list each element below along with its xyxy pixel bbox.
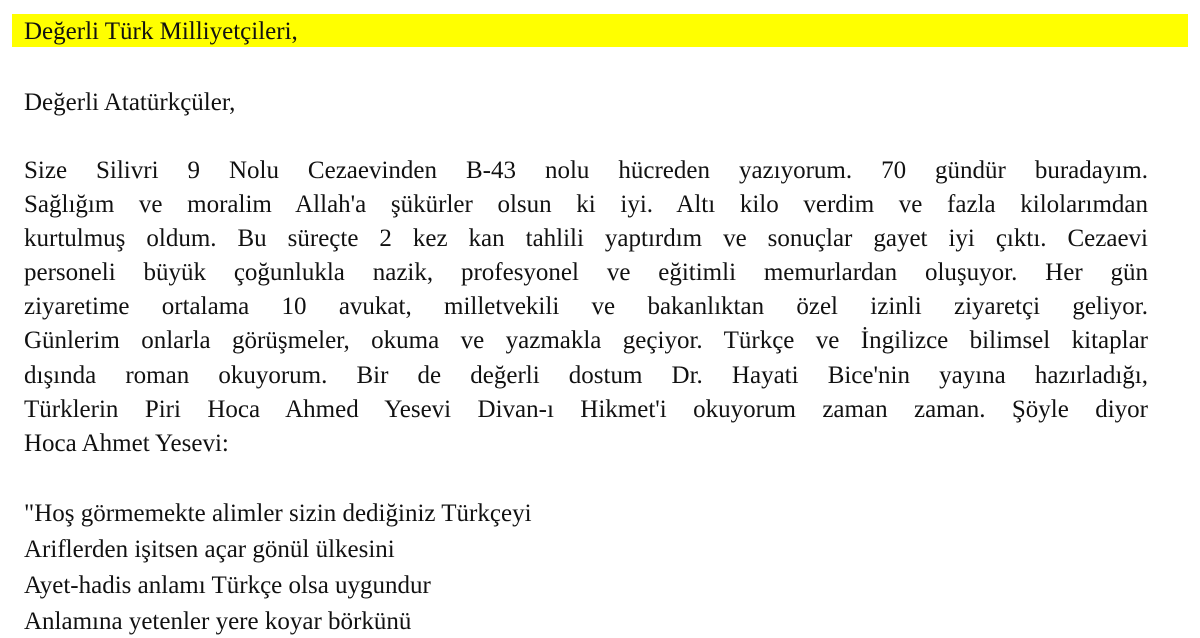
paragraph-line: ziyaretime ortalama 10 avukat, milletvekili ve bakanlıktan özel izinli ziyaretçi geliyor. xyxy=(24,293,1148,321)
paragraph-line: kurtulmuş oldum. Bu süreçte 2 kez kan tahlili yaptırdım ve sonuçlar gayet iyi çıktı. Cezaevi xyxy=(24,225,1148,253)
salutation-ataturkculer: Değerli Atatürkçüler, xyxy=(24,89,236,116)
poem-quote xyxy=(24,496,532,638)
paragraph-line: Günlerim onlarla görüşmeler, okuma ve yazmakla geçiyor. Türkçe ve İngilizce bilimsel kitaplar xyxy=(24,327,1148,355)
paragraph-line: Sağlığım ve moralim Allah'a şükürler olsun ki iyi. Altı kilo verdim ve fazla kilolarımdan xyxy=(24,191,1148,219)
paragraph-last-line: Hoca Ahmet Yesevi: xyxy=(24,429,229,457)
poem-line: Ayet-hadis anlamı Türkçe olsa uygundur xyxy=(24,572,431,599)
poem-line: Anlamına yetenler yere koyar börkünü xyxy=(24,608,412,635)
paragraph-line: Size Silivri 9 Nolu Cezaevinden B-43 nolu hücreden yazıyorum. 70 gündür buradayım. xyxy=(24,157,1148,184)
paragraph-line: personeli büyük çoğunlukla nazik, profesyonel ve eğitimli memurlardan oluşuyor. Her gün xyxy=(24,259,1148,287)
letter-body-paragraph xyxy=(24,154,1148,461)
poem-line: Ariflerden işitsen açar gönül ülkesini xyxy=(24,536,395,563)
paragraph-line: Türklerin Piri Hoca Ahmed Yesevi Divan-ı Hikmet'i okuyorum zaman zaman. Şöyle diyor xyxy=(24,395,1148,423)
paragraph-line: dışında roman okuyorum. Bir de değerli dostum Dr. Hayati Bice'nin yayına hazırladığı, xyxy=(24,361,1148,389)
salutation-turk-milliyetcileri: Değerli Türk Milliyetçileri, xyxy=(24,18,298,45)
poem-line: "Hoş görmemekte alimler sizin dediğiniz Türkçeyi xyxy=(24,500,532,527)
